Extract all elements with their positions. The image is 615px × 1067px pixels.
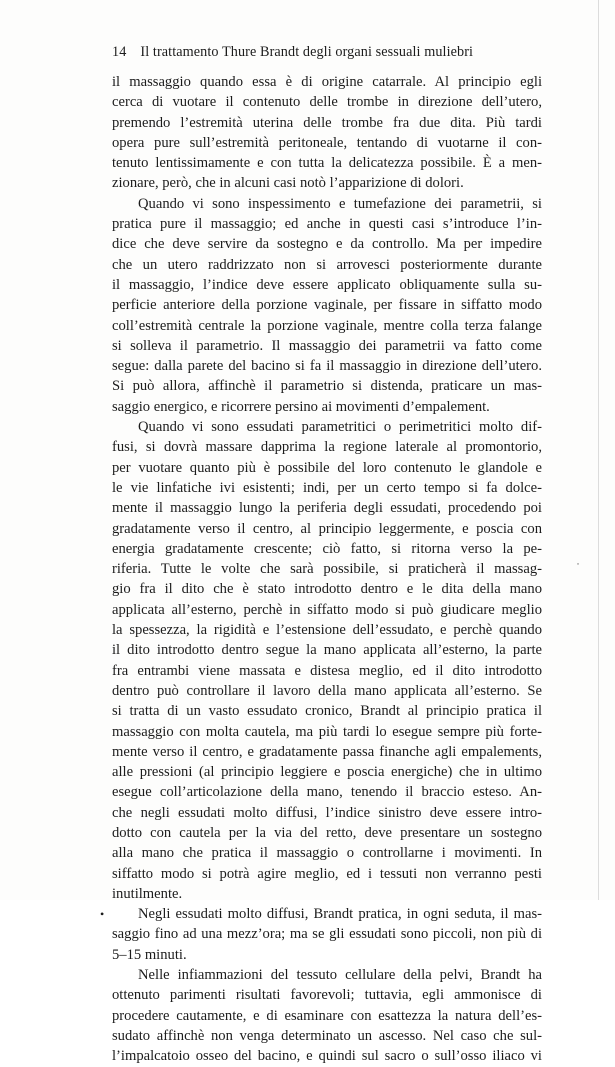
text-line: premendo l’estremità uterina delle trombe fra due dita. Più tardi (112, 114, 542, 131)
text-line: opera pure sull’estremità peritoneale, tentando di vuotarne il con- (112, 134, 542, 151)
body-text (100, 72, 542, 1067)
text-line: siffatto modo si potrà agire meglio, ed i tessuti non verranno pesti (112, 865, 542, 882)
text-line: mente verso il centro, e gradatamente passa finanche agli empalements, (112, 743, 542, 760)
text-line: gradatamente verso il centro, al principio leggermente, e poscia con (112, 520, 542, 537)
text-line: si tratta di un vasto essudato cronico, Brandt al principio pratica il (112, 703, 542, 720)
page-number: 14 (112, 44, 127, 60)
bullet-icon: • (100, 907, 105, 922)
text-line: perficie anteriore della porzione vaginale, per fissare in siffatto modo (112, 297, 542, 314)
text-line: saggio energico, e ricorrere persino ai movimenti d’empalement. (112, 398, 490, 415)
text-line: il massaggio, l’indice deve essere applicato obliquamente sulla su- (112, 276, 542, 293)
text-line: ottenuto parimenti risultati favorevoli; tuttavia, egli ammonisce di (112, 987, 542, 1004)
page-edge (598, 0, 599, 900)
text-line: mente il massaggio lungo la periferia degli essudati, procedendo poi (112, 500, 542, 517)
text-line: coll’estremità centrale la porzione vaginale, mentre colla terza falange (112, 317, 542, 334)
text-line: segue: dalla parete del bacino si fa il massaggio in direzione dell’utero. (112, 358, 542, 375)
text-line: inutilmente. (112, 885, 183, 902)
scan-mark: ˙ (576, 560, 580, 574)
text-line: saggio fino ad una mezz’ora; ma se gli essudati sono piccoli, non più di (112, 926, 542, 943)
text-line: che negli essudati molto diffusi, l’indice sinistro deve essere intro- (112, 804, 542, 821)
text-line: tenuto lentissimamente e con tutta la delicatezza possibile. È a men- (112, 155, 542, 172)
text-line: alle pressioni (al principio leggiere e poscia energiche) che in ultimo (112, 764, 542, 781)
text-line-with-bullet (100, 904, 542, 924)
text-line: fra entrambi viene massata e distesa meglio, ed il dito introdotto (112, 662, 542, 679)
text-line: si solleva il parametrio. Il massaggio dei parametrii va fatto come (112, 337, 542, 354)
text-line: procedere cautamente, e di esaminare con esattezza la natura dell’es- (112, 1007, 542, 1024)
text-line: che un utero raddrizzato non si arrovesci posteriormente durante (112, 256, 542, 273)
text-line: pratica pure il massaggio; ed anche in questi casi s’introduce l’in- (112, 216, 542, 233)
text-line: Nelle infiammazioni del tessuto cellulare della pelvi, Brandt ha (138, 967, 542, 984)
running-header (112, 44, 532, 61)
text-line: zionare, però, che in alcuni casi notò l’apparizione di dolori. (112, 175, 464, 192)
text-line: per vuotare quanto più è possibile del loro contenuto le glandole e (112, 459, 542, 476)
text-line: le vie linfatiche ivi esistenti; indi, per un certo tempo si fa dolce- (112, 479, 542, 496)
text-line: l’impalcatoio osseo del bacino, e quindi sul sacro o sull’osso iliaco vi (112, 1048, 542, 1065)
text-line: esegue coll’articolazione della mano, tenendo il braccio esteso. An- (112, 784, 542, 801)
running-title: Il trattamento Thure Brandt degli organi sessuali muliebri (140, 44, 474, 60)
text-line: Si può allora, affinchè il parametrio si distenda, praticare un mas- (112, 378, 542, 395)
text-line: applicata all’esterno, perchè in siffatto modo si può giudicare meglio (112, 601, 542, 618)
text-line: Quando vi sono inspessimento e tumefazione dei parametrii, si (138, 195, 542, 212)
text-line: fusi, si dovrà massare dapprima la regione laterale al promontorio, (112, 439, 542, 456)
text-line: Negli essudati molto diffusi, Brandt pratica, in ogni seduta, il mas- (138, 906, 542, 923)
text-line: Quando vi sono essudati parametritici o perimetritici molto dif- (138, 419, 542, 436)
text-line: il dito introdotto dentro segue la mano applicata all’esterno, la parte (112, 642, 542, 659)
text-line: dotto con cautela per la via del retto, deve presentare un sostegno (112, 824, 542, 841)
text-line: la spessezza, la rigidità e l’estensione dell’essudato, e perchè quando (112, 622, 542, 639)
text-line: alla mano che pratica il massaggio o controllarne i movimenti. In (112, 845, 542, 862)
text-line: massaggio con molta cautela, ma più tardi lo esegue sempre più forte- (112, 723, 542, 740)
text-line: riferia. Tutte le volte che sarà possibile, si praticherà il massag- (112, 561, 542, 578)
text-line: dentro può controllare il lavoro della mano applicata all’esterno. Se (112, 682, 542, 699)
text-line: il massaggio quando essa è di origine catarrale. Al principio egli (112, 74, 542, 90)
text-line: 5–15 minuti. (112, 946, 187, 963)
text-line: energia gradatamente crescente; ciò fatto, si ritorna verso la pe- (112, 540, 542, 557)
text-line: cerca di vuotare il contenuto delle trombe in direzione dell’utero, (112, 94, 542, 111)
text-line: dice che deve servire da sostegno e da controllo. Ma per impedire (112, 236, 542, 253)
text-line: gio fra il dito che è stato introdotto dentro e le dita della mano (112, 581, 542, 598)
text-line: sudato affinchè non venga determinato un ascesso. Nel caso che sul- (112, 1027, 542, 1044)
